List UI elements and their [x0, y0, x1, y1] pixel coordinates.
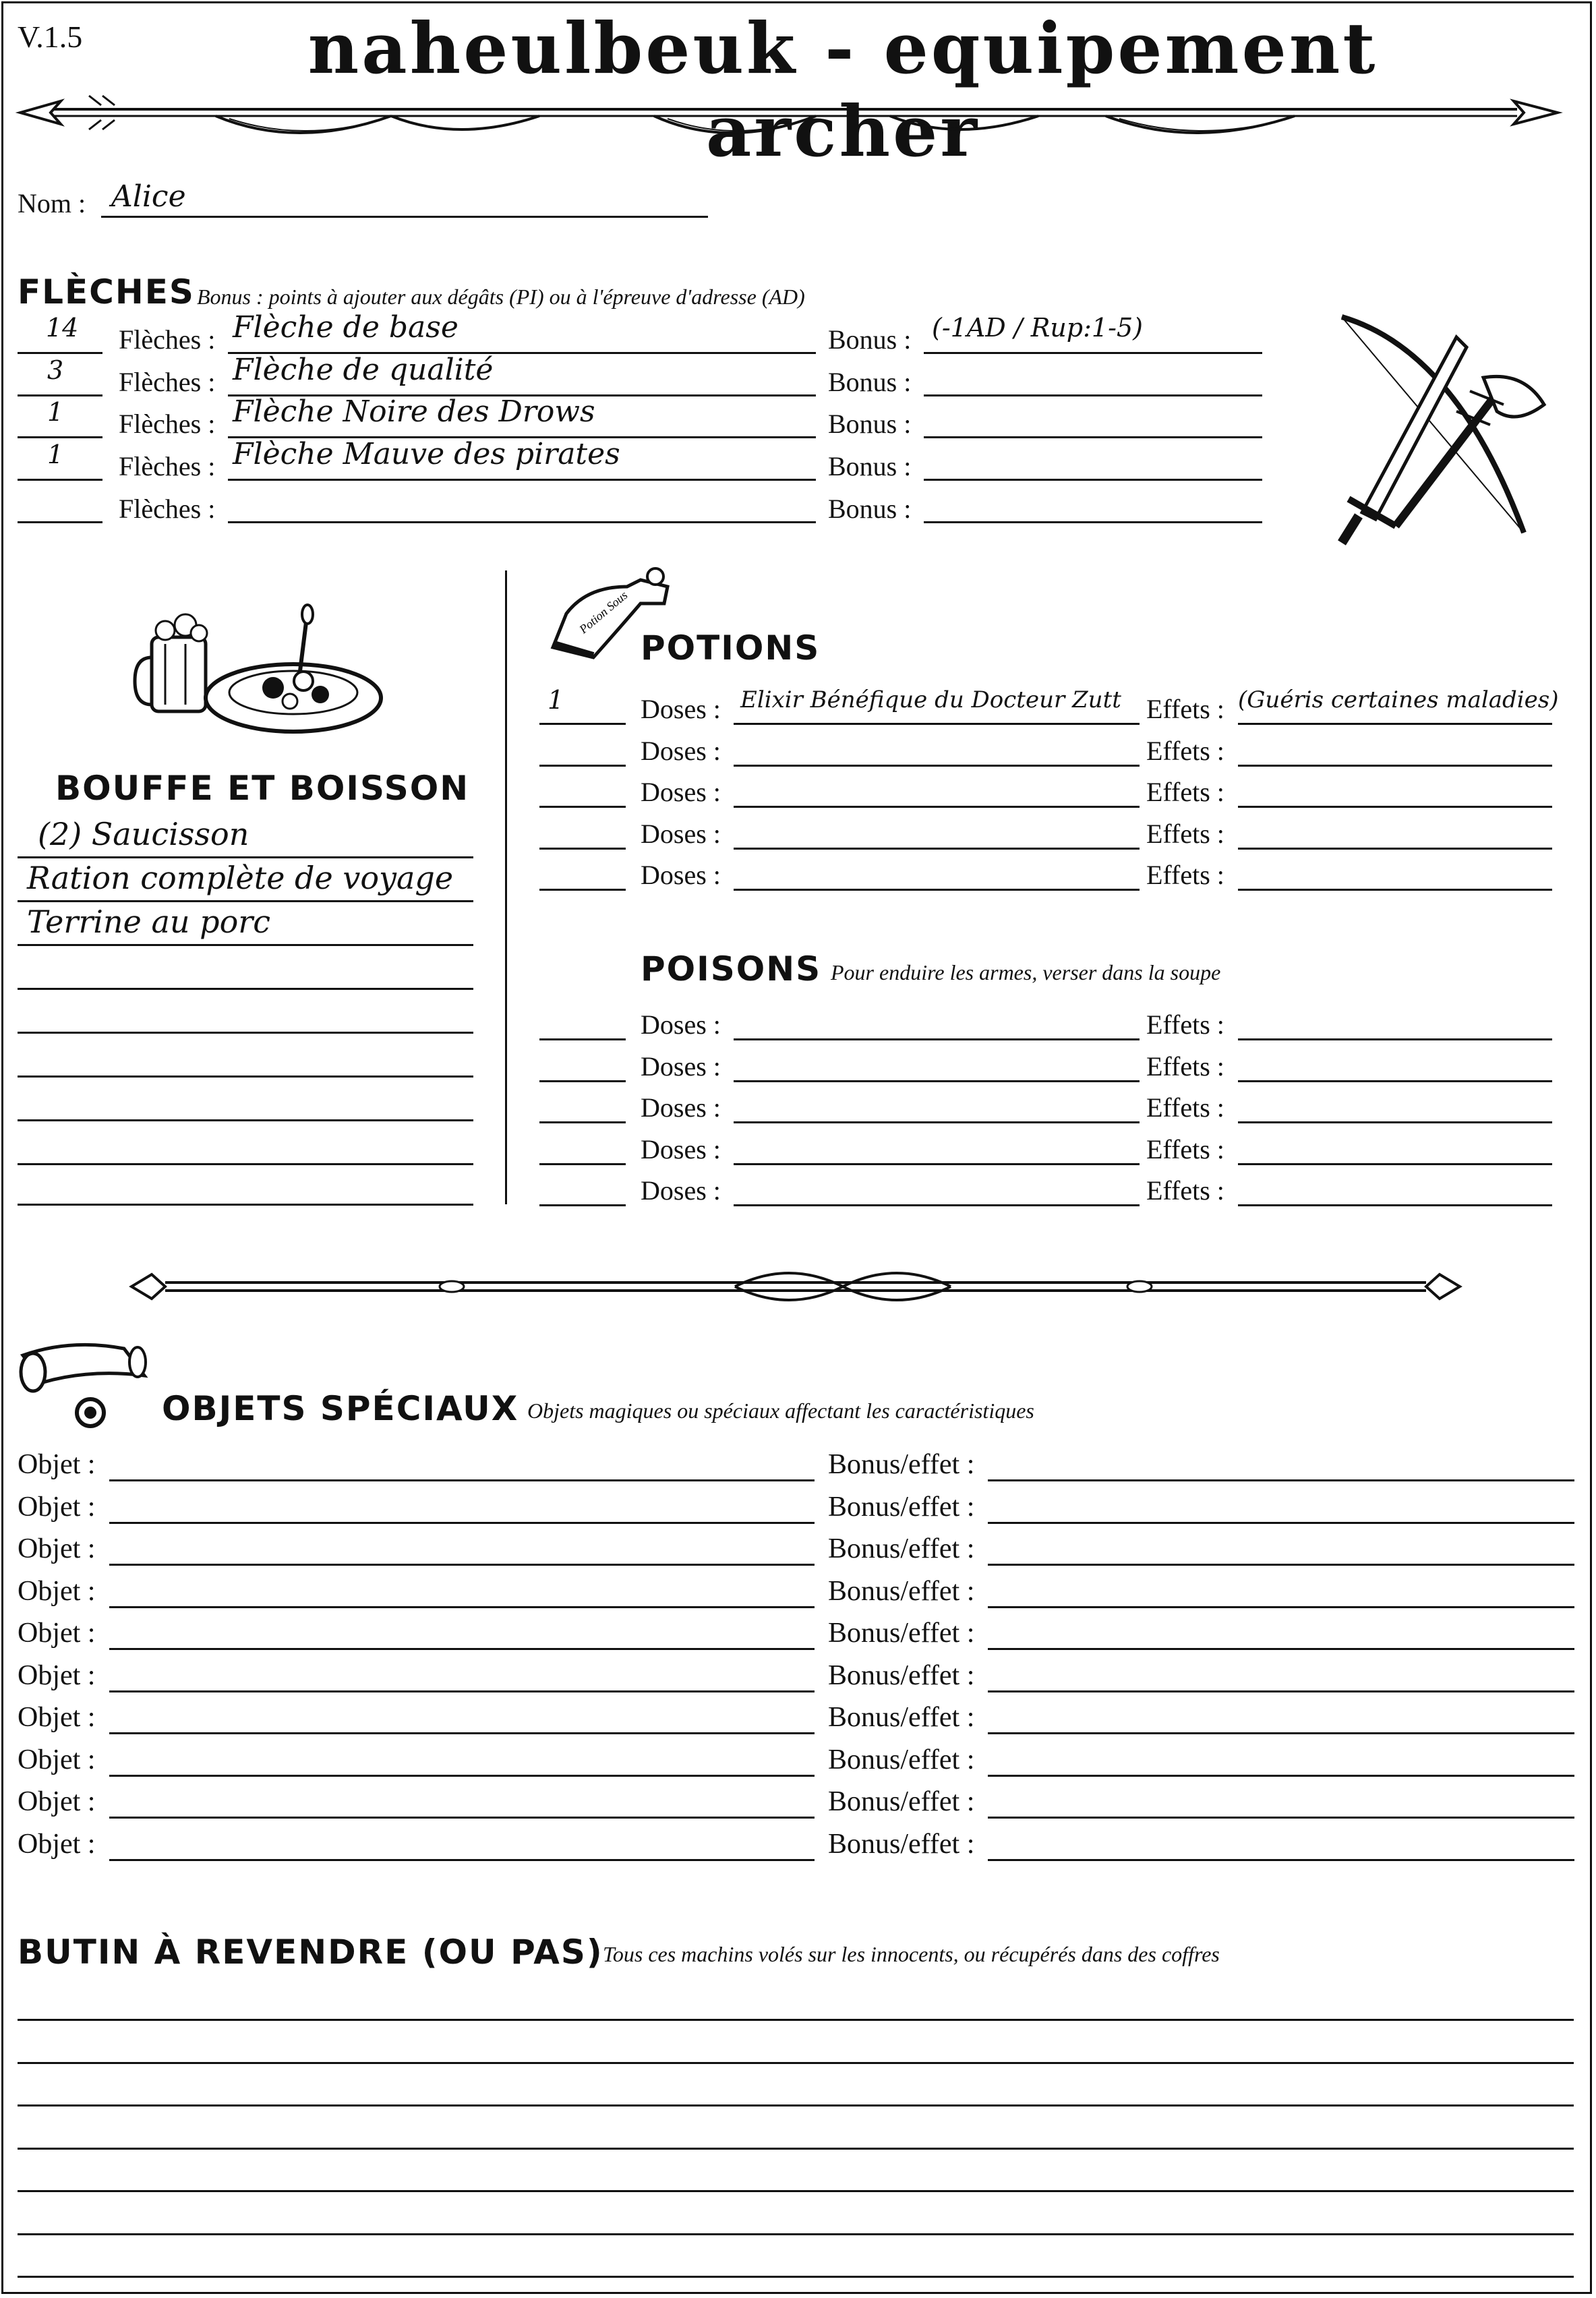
staff-divider-icon — [128, 1260, 1463, 1314]
potions-name-underline — [734, 765, 1140, 767]
food-item[interactable]: Terrine au porc — [27, 904, 271, 940]
food-item-underline — [18, 988, 473, 990]
special-object-label: Objet : — [18, 1786, 96, 1817]
beer-and-plate-icon — [138, 603, 381, 738]
special-object-label: Objet : — [18, 1702, 96, 1733]
poisons-qty-underline — [539, 1080, 626, 1082]
special-bonus-underline — [988, 1606, 1574, 1608]
special-object-underline — [109, 1817, 815, 1819]
page-title: naheulbeuk - equipement archer — [307, 7, 1378, 173]
potions-effect-underline — [1238, 889, 1552, 891]
poisons-effects-label: Effets : — [1146, 1175, 1224, 1206]
special-bonus-underline — [988, 1564, 1574, 1566]
poisons-effects-label: Effets : — [1146, 1009, 1224, 1040]
special-bonus-label: Bonus/effet : — [828, 1702, 975, 1733]
special-object-label: Objet : — [18, 1491, 96, 1523]
special-bonus-underline — [988, 1648, 1574, 1650]
arrow-bonus-label: Bonus : — [828, 494, 912, 524]
potions-effects-label: Effets : — [1146, 860, 1224, 890]
special-bonus-underline — [988, 1522, 1574, 1524]
special-bonus-underline — [988, 1775, 1574, 1777]
poisons-doses-label: Doses : — [641, 1092, 721, 1123]
potions-qty-underline — [539, 765, 626, 767]
poisons-effect-underline — [1238, 1163, 1552, 1165]
special-bonus-underline — [988, 1817, 1574, 1819]
loot-line — [18, 2019, 1574, 2021]
special-object-label: Objet : — [18, 1449, 96, 1480]
potions-heading: POTIONS — [641, 628, 821, 668]
food-item-underline — [18, 1204, 473, 1206]
name-underline — [101, 216, 708, 218]
potions-name-underline — [734, 723, 1140, 725]
arrows-heading: FLÈCHES — [18, 272, 195, 312]
special-subtitle: Objets magiques ou spéciaux affectant les caractéristiques — [527, 1398, 1034, 1423]
special-object-underline — [109, 1690, 815, 1692]
potions-qty-underline — [539, 848, 626, 850]
food-item-underline — [18, 900, 473, 902]
potions-effect-underline — [1238, 723, 1552, 725]
arrow-name-underline — [228, 479, 816, 481]
food-item-underline — [18, 1119, 473, 1121]
poisons-effect-underline — [1238, 1038, 1552, 1040]
arrow-name[interactable]: Flèche de qualité — [233, 353, 494, 387]
potions-effect[interactable]: (Guéris certaines maladies) — [1238, 686, 1559, 713]
column-divider — [505, 570, 507, 1204]
poisons-name-underline — [734, 1121, 1140, 1123]
special-bonus-label: Bonus/effet : — [828, 1744, 975, 1775]
special-object-label: Objet : — [18, 1575, 96, 1607]
arrow-qty[interactable]: 3 — [47, 355, 64, 385]
special-object-underline — [109, 1648, 815, 1650]
arrow-bonus-underline — [924, 436, 1262, 438]
potions-effect-underline — [1238, 806, 1552, 808]
special-object-underline — [109, 1564, 815, 1566]
food-heading: BOUFFE ET BOISSON — [55, 769, 470, 808]
name-label: Nom : — [18, 188, 86, 218]
arrow-label: Flèches : — [119, 494, 216, 524]
version-label: V.1.5 — [18, 20, 83, 54]
arrow-qty[interactable]: 1 — [47, 397, 64, 427]
poisons-effects-label: Effets : — [1146, 1134, 1224, 1165]
poisons-effect-underline — [1238, 1204, 1552, 1206]
special-bonus-label: Bonus/effet : — [828, 1491, 975, 1523]
special-object-label: Objet : — [18, 1744, 96, 1775]
special-bonus-label: Bonus/effet : — [828, 1449, 975, 1480]
poisons-doses-label: Doses : — [641, 1134, 721, 1165]
arrow-qty-underline — [18, 352, 102, 354]
special-bonus-underline — [988, 1732, 1574, 1734]
arrow-bonus-label: Bonus : — [828, 409, 912, 439]
special-bonus-underline — [988, 1479, 1574, 1481]
food-item-underline — [18, 944, 473, 946]
potions-name[interactable]: Elixir Bénéfique du Docteur Zutt — [740, 686, 1121, 713]
loot-line — [18, 2104, 1574, 2106]
arrow-name[interactable]: Flèche de base — [233, 310, 459, 345]
poisons-qty-underline — [539, 1121, 626, 1123]
poisons-name-underline — [734, 1163, 1140, 1165]
arrow-name[interactable]: Flèche Mauve des pirates — [233, 437, 620, 471]
arrow-qty[interactable]: 1 — [47, 440, 64, 469]
loot-heading: BUTIN À REVENDRE (OU PAS) — [18, 1933, 603, 1972]
special-object-underline — [109, 1522, 815, 1524]
arrow-bonus-underline — [924, 352, 1262, 354]
poisons-heading: POISONS — [641, 949, 822, 989]
arrow-bonus-label: Bonus : — [828, 324, 912, 355]
poisons-effect-underline — [1238, 1080, 1552, 1082]
arrow-bonus[interactable]: (-1AD / Rup:1-5) — [932, 313, 1143, 343]
potions-qty[interactable]: 1 — [548, 685, 564, 715]
bow-sword-axe-icon — [1322, 310, 1571, 553]
special-bonus-underline — [988, 1859, 1574, 1861]
potions-effects-label: Effets : — [1146, 736, 1224, 766]
arrow-bonus-underline — [924, 479, 1262, 481]
arrow-name-underline — [228, 521, 816, 523]
potions-qty-underline — [539, 889, 626, 891]
poisons-qty-underline — [539, 1038, 626, 1040]
special-heading: OBJETS SPÉCIAUX — [162, 1389, 519, 1428]
potions-name-underline — [734, 848, 1140, 850]
arrow-qty[interactable]: 14 — [46, 313, 79, 343]
potions-doses-label: Doses : — [641, 860, 721, 890]
food-item-underline — [18, 1032, 473, 1034]
special-bonus-label: Bonus/effet : — [828, 1828, 975, 1860]
potions-effects-label: Effets : — [1146, 819, 1224, 849]
potions-effects-label: Effets : — [1146, 777, 1224, 807]
loot-line — [18, 2062, 1574, 2064]
arrow-qty-underline — [18, 479, 102, 481]
arrow-name[interactable]: Flèche Noire des Drows — [233, 394, 595, 429]
loot-subtitle: Tous ces machins volés sur les innocents, ou récupérés dans des coffres — [603, 1942, 1220, 1966]
poisons-doses-label: Doses : — [641, 1175, 721, 1206]
arrow-bonus-label: Bonus : — [828, 451, 912, 481]
loot-line — [18, 2148, 1574, 2150]
potions-effect-underline — [1238, 765, 1552, 767]
arrow-bonus-label: Bonus : — [828, 367, 912, 397]
special-bonus-label: Bonus/effet : — [828, 1575, 975, 1607]
special-bonus-label: Bonus/effet : — [828, 1786, 975, 1817]
potions-doses-label: Doses : — [641, 777, 721, 807]
special-bonus-label: Bonus/effet : — [828, 1618, 975, 1649]
poisons-subtitle: Pour enduire les armes, verser dans la soupe — [831, 960, 1221, 984]
potions-qty-underline — [539, 806, 626, 808]
poisons-doses-label: Doses : — [641, 1051, 721, 1082]
poisons-qty-underline — [539, 1204, 626, 1206]
loot-line — [18, 2233, 1574, 2235]
poisons-effect-underline — [1238, 1121, 1552, 1123]
arrow-bonus-underline — [924, 394, 1262, 396]
loot-line — [18, 2276, 1574, 2278]
potion-bottle-label: Potion Sous — [577, 588, 630, 637]
potions-doses-label: Doses : — [641, 736, 721, 766]
potions-qty-underline — [539, 723, 626, 725]
food-item-underline — [18, 856, 473, 858]
special-object-underline — [109, 1732, 815, 1734]
potions-doses-label: Doses : — [641, 694, 721, 724]
food-item-underline — [18, 1163, 473, 1165]
arrow-label: Flèches : — [119, 324, 216, 355]
poisons-effects-label: Effets : — [1146, 1092, 1224, 1123]
scroll-and-ring-icon — [16, 1335, 158, 1430]
special-bonus-underline — [988, 1690, 1574, 1692]
poisons-name-underline — [734, 1038, 1140, 1040]
special-object-underline — [109, 1479, 815, 1481]
potions-name-underline — [734, 889, 1140, 891]
arrow-divider-icon — [13, 81, 1564, 148]
special-bonus-label: Bonus/effet : — [828, 1659, 975, 1691]
special-object-label: Objet : — [18, 1659, 96, 1691]
food-item[interactable]: Ration complète de voyage — [27, 860, 454, 896]
arrow-label: Flèches : — [119, 451, 216, 481]
potions-doses-label: Doses : — [641, 819, 721, 849]
loot-line — [18, 2190, 1574, 2192]
special-object-underline — [109, 1606, 815, 1608]
poisons-name-underline — [734, 1080, 1140, 1082]
arrow-label: Flèches : — [119, 367, 216, 397]
food-item-underline — [18, 1076, 473, 1078]
poisons-name-underline — [734, 1204, 1140, 1206]
food-item[interactable]: (2) Saucisson — [38, 816, 249, 852]
arrow-qty-underline — [18, 521, 102, 523]
special-object-label: Objet : — [18, 1828, 96, 1860]
arrow-bonus-underline — [924, 521, 1262, 523]
arrow-qty-underline — [18, 436, 102, 438]
potions-effects-label: Effets : — [1146, 694, 1224, 724]
poisons-qty-underline — [539, 1163, 626, 1165]
poisons-doses-label: Doses : — [641, 1009, 721, 1040]
special-object-underline — [109, 1859, 815, 1861]
special-object-underline — [109, 1775, 815, 1777]
name-value[interactable]: Alice — [111, 179, 186, 214]
special-object-label: Objet : — [18, 1533, 96, 1564]
potions-effect-underline — [1238, 848, 1552, 850]
special-bonus-label: Bonus/effet : — [828, 1533, 975, 1564]
arrow-qty-underline — [18, 394, 102, 396]
poisons-effects-label: Effets : — [1146, 1051, 1224, 1082]
arrow-label: Flèches : — [119, 409, 216, 439]
arrows-subtitle: Bonus : points à ajouter aux dégâts (PI) ou à l'épreuve d'adresse (AD) — [197, 285, 805, 309]
potions-name-underline — [734, 806, 1140, 808]
special-object-label: Objet : — [18, 1618, 96, 1649]
